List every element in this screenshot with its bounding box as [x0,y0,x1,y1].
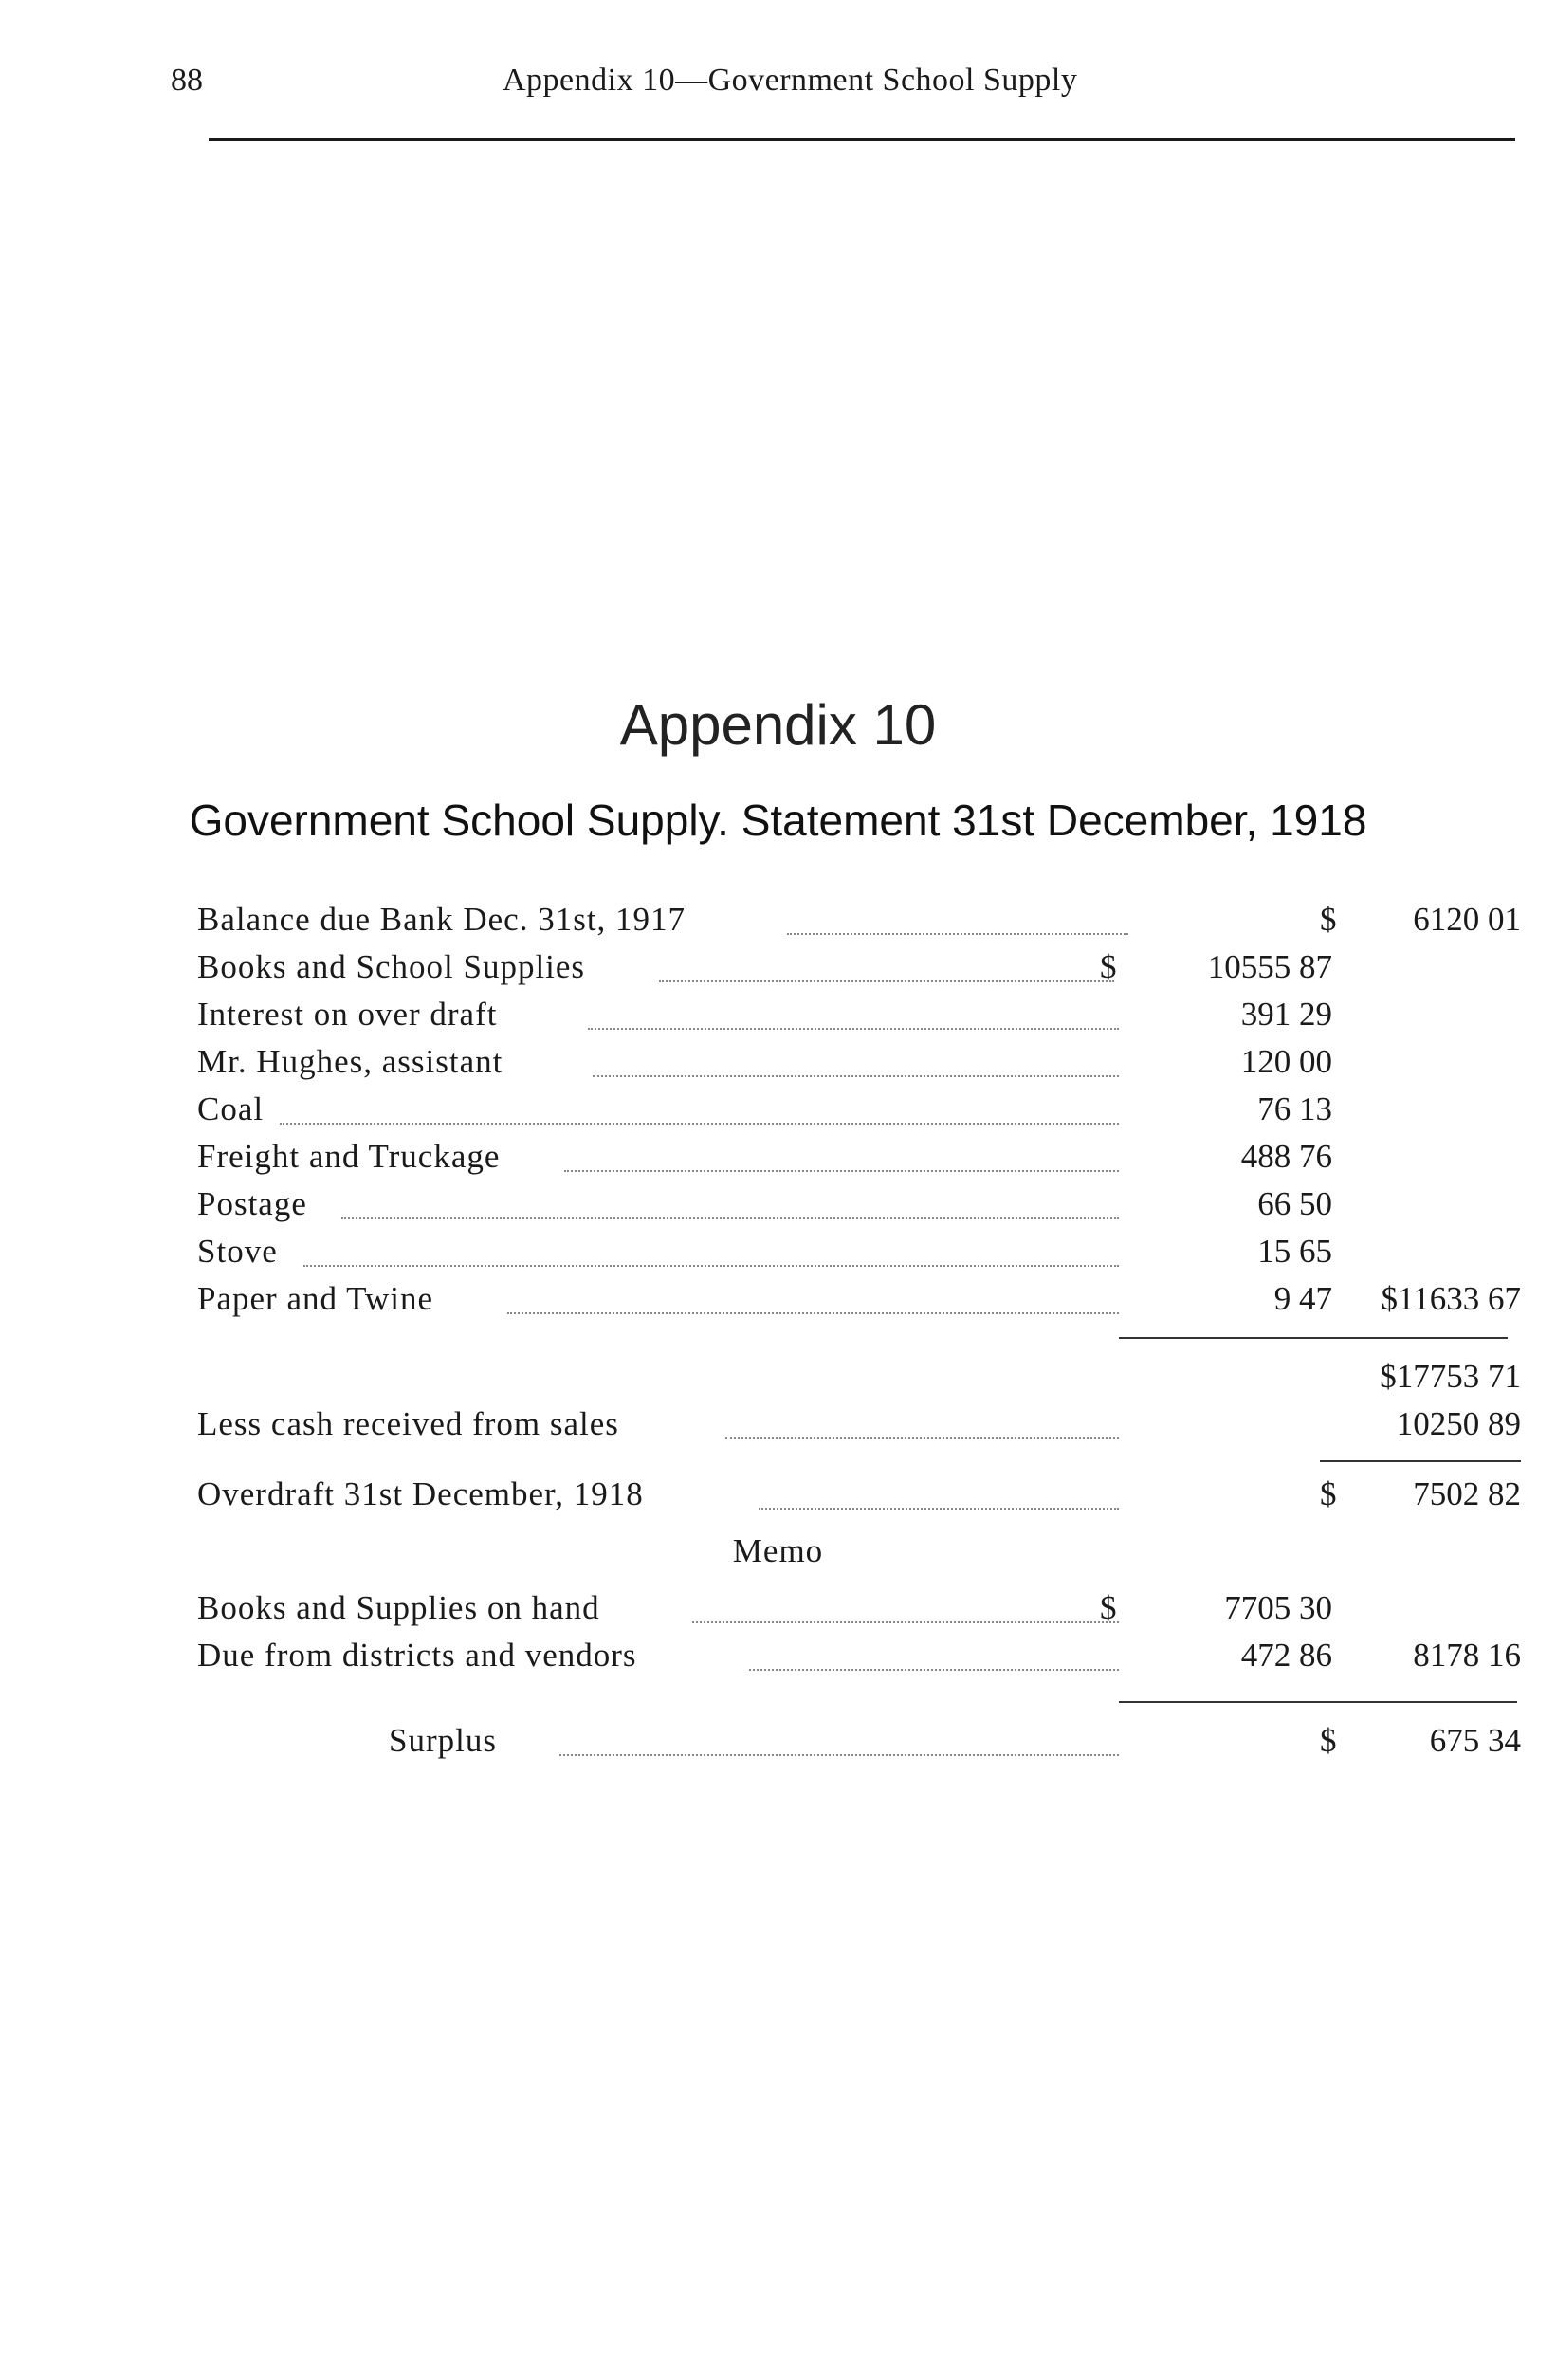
row-label: Less cash received from sales [197,1405,619,1442]
ledger-row [0,996,1556,1041]
row-label: Coal [197,1090,265,1127]
item-amount: 472 86 [1240,1637,1332,1674]
ledger-row [0,948,1556,994]
dot-leader [749,1669,1119,1671]
ledger-row [0,1090,1556,1136]
dollar-sign: $ [1320,1475,1337,1512]
dot-leader [725,1437,1119,1439]
row-label: Postage [197,1185,307,1222]
item-amount: 76 13 [1257,1090,1332,1127]
dot-leader [659,980,1114,982]
memo-heading: Memo [732,1532,824,1569]
row-label: Stove [197,1233,278,1270]
total-amount: $11633 67 [1381,1280,1521,1317]
item-amount: 15 65 [1257,1233,1332,1270]
page-number: 88 [171,63,203,98]
dot-leader [787,933,1128,935]
sum-rule [1119,1701,1517,1703]
total-amount: 8178 16 [1413,1637,1521,1674]
memo-row [0,1637,1556,1682]
total-amount: 6120 01 [1413,901,1521,938]
item-amount: 9 47 [1273,1280,1332,1317]
row-label: Paper and Twine [197,1280,434,1317]
ledger-row [0,1043,1556,1089]
dot-leader [588,1028,1119,1030]
dot-leader [507,1312,1119,1314]
ledger-row [0,1185,1556,1231]
row-label: Freight and Truckage [197,1138,501,1175]
statement-subtitle: Government School Supply. Statement 31st December, 1918 [189,796,1367,845]
item-amount: 66 50 [1257,1185,1332,1222]
memo-row [0,1589,1556,1635]
ledger-row-less [0,1405,1556,1451]
dot-leader [759,1508,1119,1510]
ledger-row-overdraft [0,1475,1556,1521]
dollar-sign: $ [1100,1589,1117,1626]
dollar-sign: $ [1100,948,1117,985]
row-label: Due from districts and vendors [197,1637,637,1674]
total-amount: 10250 89 [1396,1405,1521,1442]
row-label: Interest on over draft [197,996,498,1033]
dot-leader [564,1170,1119,1172]
row-label: Mr. Hughes, assistant [197,1043,503,1080]
item-amount: 120 00 [1240,1043,1332,1080]
item-amount: 488 76 [1240,1138,1332,1175]
ledger-row-opening-balance [0,901,1556,946]
row-label: Surplus [389,1722,497,1759]
total-amount: 7502 82 [1413,1475,1521,1512]
row-label: Balance due Bank Dec. 31st, 1917 [197,901,686,938]
dot-leader [280,1123,1119,1125]
header-rule [209,138,1515,141]
ledger-row-total [0,1358,1556,1403]
sum-rule [1119,1337,1508,1339]
dot-leader [593,1075,1119,1077]
ledger-row [0,1280,1556,1326]
ledger-row [0,1138,1556,1183]
memo-heading-row [0,1532,1556,1578]
dollar-sign: $ [1320,901,1337,938]
row-label: Books and Supplies on hand [197,1589,600,1626]
memo-row-surplus [0,1722,1556,1767]
row-label: Overdraft 31st December, 1918 [197,1475,644,1512]
item-amount: 7705 30 [1224,1589,1332,1626]
row-label: Books and School Supplies [197,948,586,985]
dot-leader [341,1217,1119,1219]
dot-leader [559,1754,1119,1756]
appendix-title: Appendix 10 [619,693,937,757]
total-amount: $17753 71 [1380,1358,1521,1395]
total-amount: 675 34 [1429,1722,1521,1759]
ledger-row [0,1233,1556,1278]
item-amount: 391 29 [1240,996,1332,1033]
running-title: Appendix 10—Government School Supply [503,63,1078,98]
sum-rule [1320,1460,1521,1462]
dot-leader [303,1265,1119,1267]
dot-leader [692,1621,1119,1623]
item-amount: 10555 87 [1207,948,1332,985]
dollar-sign: $ [1320,1722,1337,1759]
